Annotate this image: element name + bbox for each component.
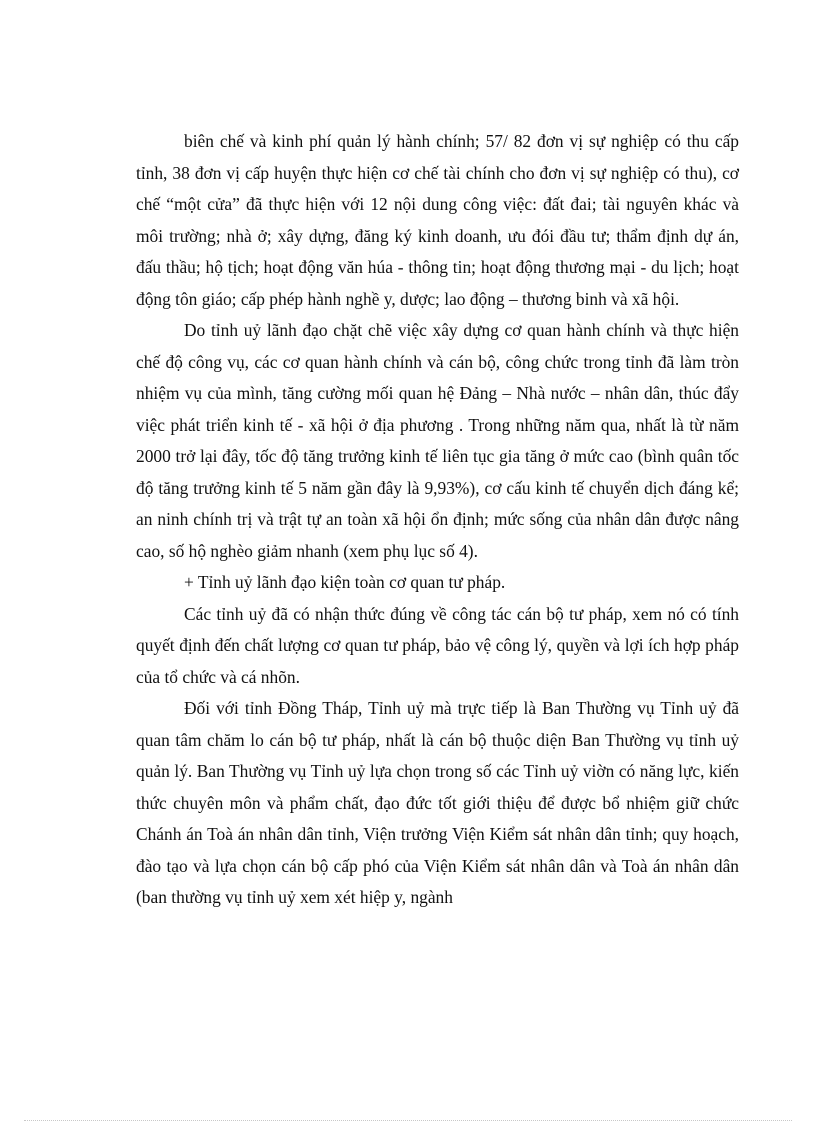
paragraph-judicial-awareness: Các tỉnh uỷ đã có nhận thức đúng về công tác cán bộ tư pháp, xem nó có tính quyết định đến chất lượng cơ quan tư pháp, bảo vệ công lý, quyền và lợi ích hợp pháp của tổ chức và cá nhõn.	[136, 603, 739, 687]
page-bottom-rule	[24, 1120, 792, 1121]
paragraph-judicial-heading: + Tỉnh uỷ lãnh đạo kiện toàn cơ quan tư pháp.	[184, 572, 506, 592]
paragraph-continuation: biên chế và kinh phí quản lý hành chính; 57/ 82 đơn vị sự nghiệp có thu cấp tỉnh, 38 đơn vị cấp huyện thực hiện cơ chế tài chính cho đơn vị sự nghiệp có thu), cơ chế “một cửa” đã thực hiện với 12 nội dung công việc: đất đai; tài nguyên khác và môi trường; nhà ở; xây dựng, đăng ký kinh doanh, ưu đói đầu tư; thẩm định dự án, đấu thầu; hộ tịch; hoạt động văn húa - thông tin; hoạt động thương mại - du lịch; hoạt động tôn giáo; cấp phép hành nghề y, dược; lao động – thương binh và xã hội.	[136, 131, 739, 309]
document-body	[136, 126, 739, 914]
paragraph-provincial-leadership: Do tỉnh uỷ lãnh đạo chặt chẽ việc xây dựng cơ quan hành chính và thực hiện chế độ công vụ, các cơ quan hành chính và cán bộ, công chức trong tỉnh đã làm tròn nhiệm vụ của mình, tăng cường mối quan hệ Đảng – Nhà nước – nhân dân, thúc đẩy việc phát triển kinh tế - xã hội ở địa phương . Trong những năm qua, nhất là từ năm 2000 trở lại đây, tốc độ tăng trưởng kinh tế liên tục gia tăng ở mức cao (bình quân tốc độ tăng trưởng kinh tế 5 năm gần đây là 9,93%), cơ cấu kinh tế chuyển dịch đáng kể; an ninh chính trị và trật tự an toàn xã hội ổn định; mức sống của nhân dân được nâng cao, số hộ nghèo giảm nhanh (xem phụ lục số 4).	[136, 320, 739, 561]
paragraph-dong-thap: Đối với tỉnh Đồng Tháp, Tỉnh uỷ mà trực tiếp là Ban Thường vụ Tỉnh uỷ đã quan tâm chăm lo cán bộ tư pháp, nhất là cán bộ thuộc diện Ban Thường vụ tỉnh uỷ quản lý. Ban Thường vụ Tỉnh uỷ lựa chọn trong số các Tỉnh uỷ viờn có năng lực, kiến thức chuyên môn và phẩm chất, đạo đức tốt giới thiệu để được bổ nhiệm giữ chức Chánh án Toà án nhân dân tỉnh, Viện trưởng Viện Kiểm sát nhân dân tỉnh; quy hoạch, đào tạo và lựa chọn cán bộ cấp phó của Viện Kiểm sát nhân dân và Toà án nhân dân (ban thường vụ tỉnh uỷ xem xét hiệp y, ngành	[136, 698, 739, 907]
